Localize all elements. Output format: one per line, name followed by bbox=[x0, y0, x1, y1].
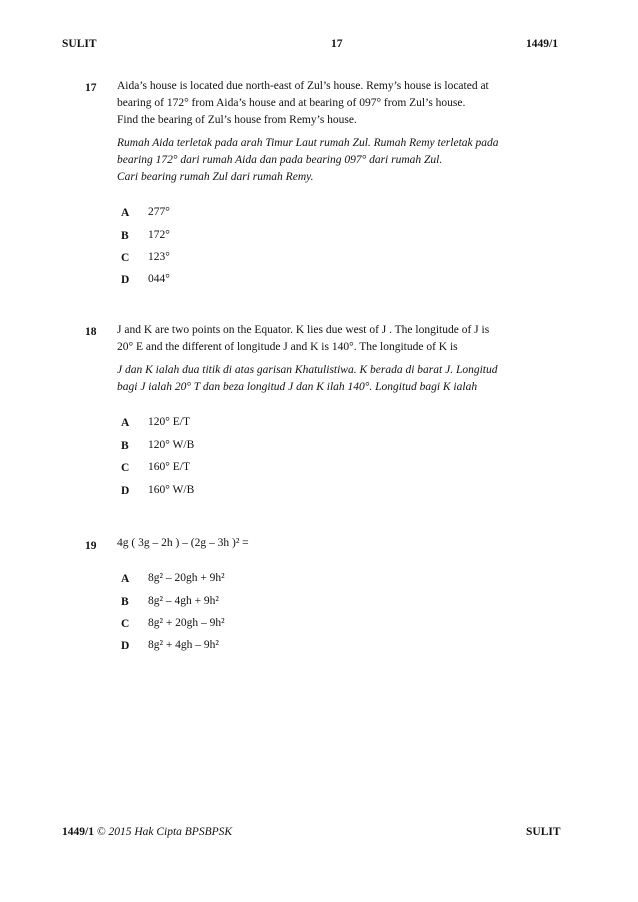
q19-option-a-letter: A bbox=[121, 573, 130, 585]
q17-option-a-text: 277° bbox=[148, 206, 170, 218]
q17-en-line-2: bearing of 172° from Aida’s house and at bearing of 097° from Zul’s house. bbox=[117, 97, 466, 109]
footer-copyright: © 2015 Hak Cipta BPSBPSK bbox=[96, 826, 233, 838]
q18-option-d-text: 160° W/B bbox=[148, 484, 195, 496]
q18-option-a-text: 120° E/T bbox=[148, 416, 190, 428]
question-17-number: 17 bbox=[85, 82, 97, 94]
q17-option-b-letter: B bbox=[121, 230, 129, 242]
q18-en-line-2: 20° E and the different of longitude J and K is 140°. The longitude of K is bbox=[117, 341, 458, 353]
q17-option-a-letter: A bbox=[121, 207, 130, 219]
paper-code: 1449/1 bbox=[526, 38, 558, 50]
question-19-number: 19 bbox=[85, 540, 97, 552]
q18-ms-line-2: bagi J ialah 20° T dan beza longitud J dan K ilah 140°. Longitud bagi K ialah bbox=[117, 381, 478, 393]
question-18-number: 18 bbox=[85, 326, 97, 338]
q19-option-a-text: 8g² – 20gh + 9h² bbox=[148, 572, 225, 584]
q18-option-b-text: 120° W/B bbox=[148, 439, 195, 451]
q17-option-d-letter: D bbox=[121, 274, 130, 286]
footer-code: 1449/1 bbox=[62, 826, 94, 838]
q17-option-c-text: 123° bbox=[148, 251, 170, 263]
q17-option-d-text: 044° bbox=[148, 273, 170, 285]
header-sulit: SULIT bbox=[62, 38, 97, 50]
footer-left bbox=[62, 826, 232, 838]
q17-ms-line-2: bearing 172° dari rumah Aida dan pada bearing 097° dari rumah Zul. bbox=[117, 154, 443, 166]
q17-option-b-text: 172° bbox=[148, 229, 170, 241]
q19-option-c-text: 8g² + 20gh – 9h² bbox=[148, 617, 225, 629]
q17-en-line-1: Aida’s house is located due north-east of Zul’s house. Remy’s house is located at bbox=[117, 80, 489, 92]
q18-option-d-letter: D bbox=[121, 485, 130, 497]
q18-option-c-text: 160° E/T bbox=[148, 461, 190, 473]
q18-option-b-letter: B bbox=[121, 440, 129, 452]
q17-en-line-3: Find the bearing of Zul’s house from Remy’s house. bbox=[117, 114, 357, 126]
page-number: 17 bbox=[331, 38, 343, 50]
q18-en-line-1: J and K are two points on the Equator. K lies due west of J . The longitude of J is bbox=[117, 324, 490, 336]
footer-sulit: SULIT bbox=[526, 826, 561, 838]
q19-expression: 4g ( 3g – 2h ) – (2g – 3h )² = bbox=[117, 537, 249, 549]
q17-ms-line-1: Rumah Aida terletak pada arah Timur Laut rumah Zul. Rumah Remy terletak pada bbox=[117, 137, 499, 149]
q19-option-c-letter: C bbox=[121, 618, 130, 630]
q19-option-d-letter: D bbox=[121, 640, 130, 652]
q19-option-b-text: 8g² – 4gh + 9h² bbox=[148, 595, 219, 607]
q18-ms-line-1: J dan K ialah dua titik di atas garisan Khatulistiwa. K berada di barat J. Longitud bbox=[117, 364, 498, 376]
q18-option-a-letter: A bbox=[121, 417, 130, 429]
q17-ms-line-3: Cari bearing rumah Zul dari rumah Remy. bbox=[117, 171, 314, 183]
q18-option-c-letter: C bbox=[121, 462, 130, 474]
q17-option-c-letter: C bbox=[121, 252, 130, 264]
q19-option-d-text: 8g² + 4gh – 9h² bbox=[148, 639, 219, 651]
q19-option-b-letter: B bbox=[121, 596, 129, 608]
